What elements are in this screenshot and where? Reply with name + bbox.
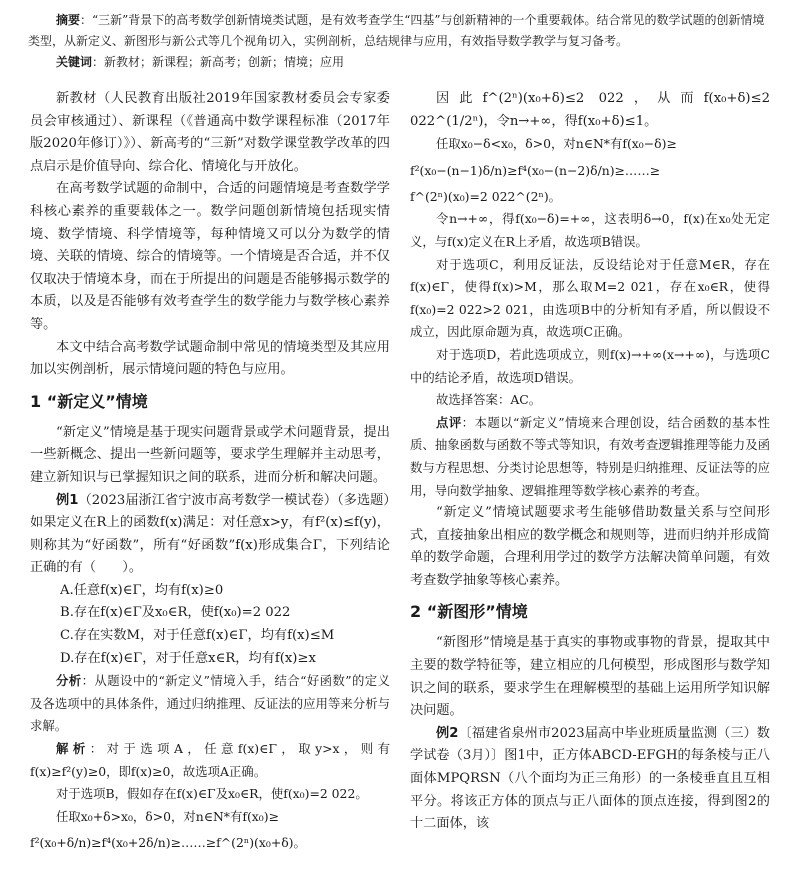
example-2 bbox=[410, 723, 770, 836]
comment-label: 点评 bbox=[436, 414, 462, 430]
section2-paragraph: “新图形”情境是基于真实的事物或事物的背景，提取其中主要的数学特征等，建立相应的几何模型，形成图形与数学知识之间的联系，要求学生在理解模型的基础上运用所学知识解决问题。 bbox=[410, 635, 770, 719]
solution-label: 解析 bbox=[56, 741, 90, 757]
example-1-text: （2023届浙江省宁波市高考数学一模试卷）（多选题）如果定义在R上的函数f(x)满足：对任意x>y，有f²(x)≤f(y)，则称其为“好函数”，所有“好函数”f(x)形成集合Γ，下列结论正确的有（ ）。 bbox=[30, 492, 390, 576]
answer-line: 故选择答案：AC。 bbox=[436, 392, 542, 408]
option-d: D.存在f(x)∈Γ，对于任意x∈R，均有f(x)≥x bbox=[60, 650, 316, 666]
solution-paragraph bbox=[30, 738, 390, 783]
solution-formula-2: f²(x₀−(n−1)δ/n)≥f⁴(x₀−(n−2)δ/n)≥……≥ bbox=[410, 162, 661, 178]
intro-paragraph-3: 本文中结合高考数学试题命制中常见的情境类型及其应用加以实例剖析，展示情境问题的特色与应用。 bbox=[30, 339, 390, 378]
keywords-text: ：新教材；新课程；新高考；创新；情境；应用 bbox=[92, 55, 345, 69]
example-1 bbox=[30, 490, 390, 580]
solution-step-1: 任取x₀+δ>x₀，δ>0，对n∈N*有f(x₀)≥ bbox=[56, 808, 279, 824]
solution-option-c: 对于选项C，利用反证法，反设结论对于任意M∈R，存在f(x)∈Γ，使得f(x)>M，那么取M=2 021，存在x₀∈R，使得f(x₀)=2 022>2 021，由选项B中的分析知有矛盾，所以假设不成立，因此原命题为真，故选项C正确。 bbox=[410, 256, 770, 340]
analysis-text: ：从题设中的“新定义”情境入手，结合“好函数”的定义及各选项中的具体条件，通过归纳推理、反证法的应用等来分析与求解。 bbox=[30, 673, 391, 734]
solution-text: ：对于选项A，任意f(x)∈Γ，取y>x，则有f(x)≥f²(y)≥0，即f(x)≥0，故选项A正确。 bbox=[30, 741, 390, 779]
example-2-text: 〔福建省泉州市2023届高中毕业班质量监测（三）数学试卷（3月）〕图1中，正方体ABCD-EFGH的每条棱与正八面体MPQRSN（八个面均为正三角形）的一条棱垂直且互相平分。将该正方体的顶点与正八面体的顶点连接，得到图2的十二面体，该 bbox=[410, 725, 770, 832]
solution-step-4: 令n→+∞，得f(x₀−δ)=+∞，这表明δ→0，f(x)在x₀处无定义，与f(x)定义在R上矛盾，故选项B错误。 bbox=[410, 211, 770, 249]
keywords-label: 关键词 bbox=[56, 55, 93, 69]
solution-option-b: 对于选项B，假如存在f(x)∈Γ及x₀∈R，使f(x₀)=2 022。 bbox=[56, 786, 368, 802]
abstract-paragraph bbox=[28, 10, 768, 52]
intro-paragraph-1: 新教材（人民教育出版社2019年国家教材委员会专家委员会审核通过）、新课程（《普通高中数学课程标准（2017年版2020年修订）》）、新高考的“三新”对数学课堂教学改革的四点启示是价值导向、综合化、情境化与开放化。 bbox=[30, 91, 390, 174]
solution-step-3: 任取x₀−δ<x₀，δ>0，对n∈N*有f(x₀−δ)≥ bbox=[436, 136, 677, 152]
intro-paragraph-2: 在高考数学试题的命制中，合适的问题情境是考查数学学科核心素养的重要载体之一。数学问题创新情境包括现实情境、数学情境、科学情境等，每种情境又可以分为数学的情境、关联的情境、综合的情境等。一个情境是否合适，并不仅仅取决于情境本身，而在于所提出的问题是否能够揭示数学的本质，以及是否能够有效考查学生的数学能力与数学核心素养等。 bbox=[30, 181, 390, 332]
abstract-label: 摘要 bbox=[56, 13, 81, 27]
solution-formula-3: f^(2ⁿ)(x₀)=2 022^(2ⁿ)。 bbox=[410, 188, 562, 204]
section-heading-1: 1 “新定义”情境 bbox=[30, 391, 148, 411]
right-column bbox=[410, 88, 770, 836]
option-c: C.存在实数M，对于任意f(x)∈Γ，均有f(x)≤M bbox=[60, 628, 335, 644]
comment-text: ：本题以“新定义”情境来合理创设，结合函数的基本性质、抽象函数与函数不等式等知识，有效考查逻辑推理等能力及函数与方程思想、分类讨论思想等，特别是归纳推理、反证法等的应用，导向数学抽象、逻辑推理等数学核心素养的考查。 bbox=[410, 414, 770, 498]
option-b: B.存在f(x)∈Γ及x₀∈R，使f(x₀)=2 022 bbox=[60, 605, 291, 621]
section-heading-2: 2 “新图形”情境 bbox=[410, 602, 528, 622]
example-1-label: 例1 bbox=[56, 492, 79, 508]
analysis-paragraph bbox=[30, 670, 390, 738]
comment-paragraph bbox=[410, 412, 770, 502]
abstract-text: ：“三新”背景下的高考数学创新情境类试题，是有效考查学生“四基”与创新精神的一个重要载体。结合常见的数学试题的创新情境类型，从新定义、新图形与新公式等几个视角切入，实例剖析，总结规律与应用，有效指导数学教学与复习备考。 bbox=[28, 13, 765, 48]
section1-paragraph: “新定义”情境是基于现实问题背景或学术问题背景，提出一些新概念、提出一些新问题等，要求学生理解并主动思考，建立新知识与已掌握知识之间的联系，进而分析和解决问题。 bbox=[30, 424, 390, 485]
abstract-block bbox=[28, 10, 768, 73]
section1-summary: “新定义”情境试题要求考生能够借助数量关系与空间形式，直接抽象出相应的数学概念和规则等，进而归纳并形成简单的数学命题，合理利用学过的数学方法解决简单问题，有效考查数学抽象等核心素养。 bbox=[410, 505, 770, 588]
option-a: A.任意f(x)∈Γ，均有f(x)≥0 bbox=[60, 582, 224, 598]
left-column bbox=[30, 88, 390, 858]
example-2-label: 例2 bbox=[436, 725, 459, 741]
solution-formula-1: f²(x₀+δ/n)≥f⁴(x₀+2δ/n)≥……≥f^(2ⁿ)(x₀+δ)。 bbox=[30, 835, 306, 851]
solution-step-2: 因此f^(2ⁿ)(x₀+δ)≤2 022，从而f(x₀+δ)≤2 022^(1/2ⁿ)，令n→+∞，得f(x₀+δ)≤1。 bbox=[410, 91, 770, 129]
analysis-label: 分析 bbox=[56, 673, 82, 689]
keywords-paragraph bbox=[28, 52, 768, 73]
solution-option-d: 对于选项D，若此选项成立，则f(x)→+∞(x→+∞)，与选项C中的结论矛盾，故选项D错误。 bbox=[410, 346, 770, 385]
